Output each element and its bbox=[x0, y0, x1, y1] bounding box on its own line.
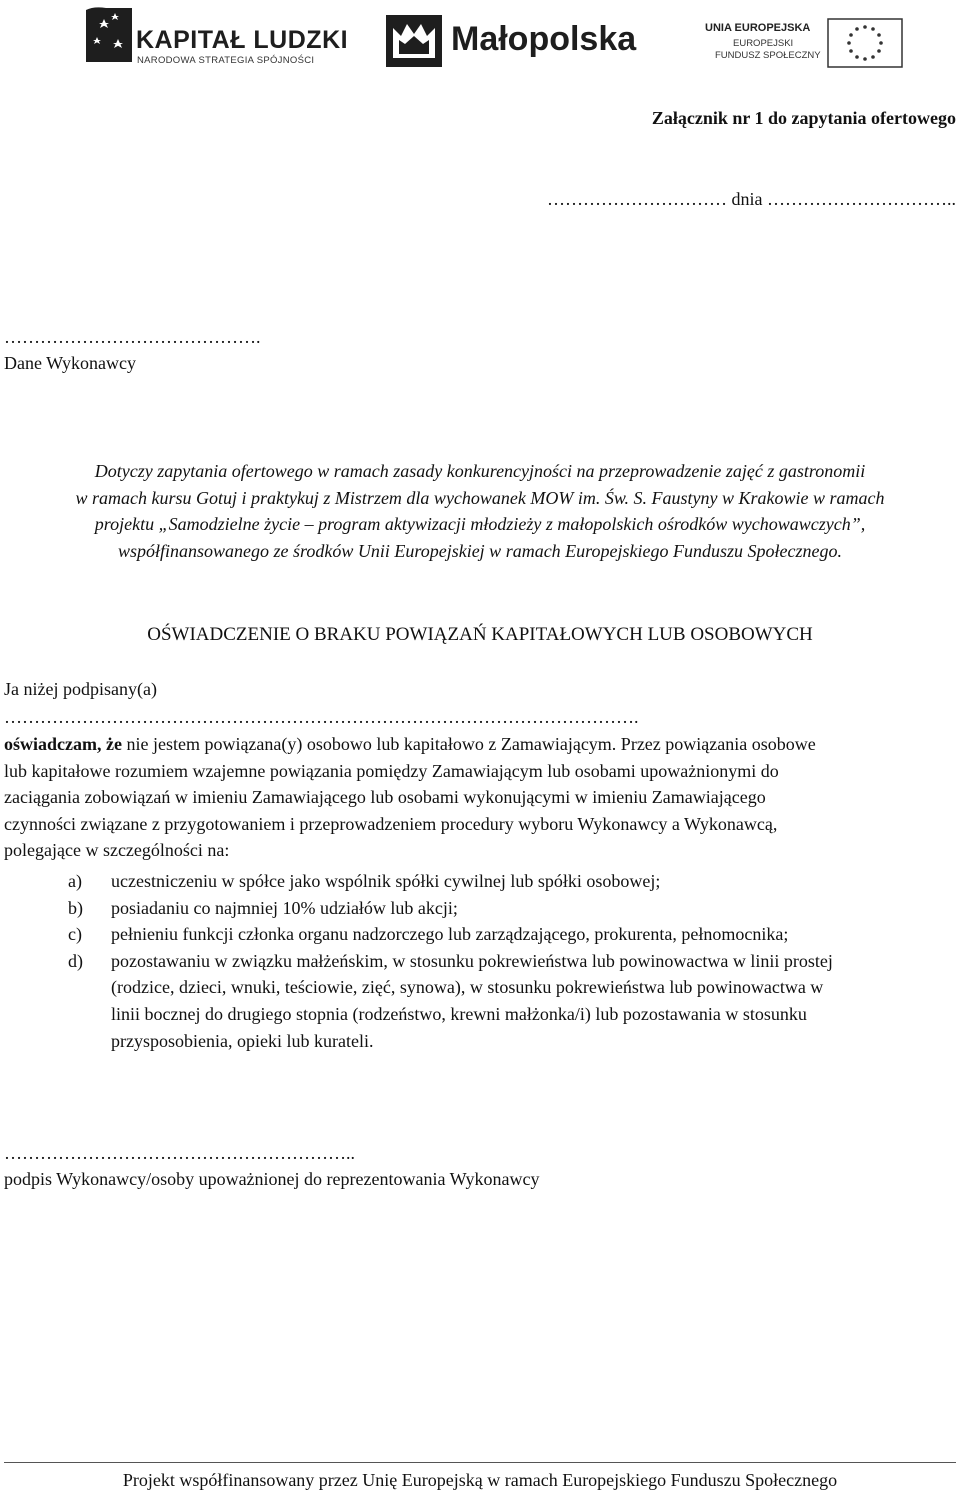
declaration-rest: nie jestem powiązana(y) osobowo lub kapitałowo z Zamawiającym. Przez powiązania osobowe bbox=[121, 734, 816, 754]
malopolska-logo bbox=[385, 14, 645, 68]
list-item: posiadaniu co najmniej 10% udziałów lub akcji; bbox=[111, 897, 458, 918]
subject-line: Dotyczy zapytania ofertowego w ramach zasady konkurencyjności na przeprowadzenie zajęć z gastronomii bbox=[94, 461, 866, 481]
list-item-line: przysposobienia, opieki lub kurateli. bbox=[111, 1030, 374, 1051]
date-line: ………………………… dnia ………………………….. bbox=[547, 189, 956, 209]
attachment-title: Załącznik nr 1 do zapytania ofertowego bbox=[651, 108, 956, 128]
body-line: lub kapitałowe rozumiem wzajemne powiązania pomiędzy Zamawiającym lub osobami upoważnionymi do bbox=[4, 760, 779, 781]
eu-line-3: FUNDUSZ SPOŁECZNY bbox=[715, 50, 821, 61]
body-line: czynności związane z przygotowaniem i przeprowadzeniem procedury wyboru Wykonawcy a Wykonawcą, bbox=[4, 813, 778, 834]
subject-paragraph bbox=[0, 458, 960, 564]
subject-line: projektu „Samodzielne życie – program aktywizacji młodzieży z małopolskich ośrodków wychowawczych”, bbox=[94, 514, 866, 535]
list-item-line: (rodzice, dzieci, wnuki, teściowie, zięć, synowa), w stosunku pokrewieństwa lub powinowactwa w bbox=[111, 977, 824, 998]
list-item-line: pozostawaniu w związku małżeńskim, w stosunku pokrewieństwa lub powinowactwa w linii prostej bbox=[111, 950, 833, 971]
eu-line-2: EUROPEJSKI bbox=[733, 38, 794, 49]
footer-divider bbox=[4, 1462, 956, 1463]
list-marker: d) bbox=[68, 950, 83, 971]
subject-line: w ramach kursu Gotuj i praktykuj z Mistrzem dla wychowanek MOW im. Św. S. Faustyny w Krakowie w ramach bbox=[75, 487, 885, 508]
malopolska-crown-icon bbox=[385, 14, 443, 68]
list-marker: a) bbox=[68, 871, 82, 891]
declaration-bold: oświadczam, że bbox=[4, 734, 122, 754]
contractor-label: Dane Wykonawcy bbox=[4, 353, 137, 373]
declaration-line bbox=[4, 731, 816, 758]
body-line: polegające w szczególności na: bbox=[4, 840, 230, 861]
contractor-dots: ……………………………………. bbox=[4, 327, 261, 347]
statement-title: OŚWIADCZENIE O BRAKU POWIĄZAŃ KAPITAŁOWYCH LUB OSOBOWYCH bbox=[147, 624, 813, 645]
statement-body bbox=[4, 731, 816, 864]
kapital-ludzki-subtitle: NARODOWA STRATEGIA SPÓJNOŚCI bbox=[137, 55, 315, 66]
undersigned-label: Ja niżej podpisany(a) bbox=[4, 679, 157, 699]
eu-line-1: UNIA EUROPEJSKA bbox=[705, 22, 811, 34]
eu-logo bbox=[705, 18, 905, 68]
kapital-ludzki-emblem-icon bbox=[84, 4, 134, 66]
subject-line: współfinansowanego ze środków Unii Europejskiej w ramach Europejskiego Funduszu Społecznego. bbox=[118, 540, 842, 561]
list-marker: c) bbox=[68, 924, 82, 945]
list-item: pełnieniu funkcji członka organu nadzorczego lub zarządzającego, prokurenta, pełnomocnika; bbox=[111, 924, 789, 945]
list-item-line: linii bocznej do drugiego stopnia (rodzeństwo, krewni małżonka/i) lub pozostawania w stosunku bbox=[111, 1003, 807, 1024]
body-line: zaciągania zobowiązań w imieniu Zamawiającego lub osobami wykonującymi w imieniu Zamawiającego bbox=[4, 787, 766, 808]
kapital-ludzki-name: KAPITAŁ LUDZKI bbox=[136, 26, 349, 54]
list-marker: b) bbox=[68, 897, 83, 918]
undersigned-dots: ……………………………………………………………………………………………. bbox=[4, 707, 639, 727]
kapital-ludzki-logo bbox=[84, 4, 349, 66]
footer-text: Projekt współfinansowany przez Unię Europejską w ramach Europejskiego Funduszu Społecznego bbox=[122, 1470, 838, 1490]
signature-dots: ………………………………………………….. bbox=[4, 1143, 355, 1163]
malopolska-name: Małopolska bbox=[451, 20, 637, 58]
eu-flag-icon bbox=[827, 18, 903, 68]
signature-label: podpis Wykonawcy/osoby upoważnionej do reprezentowania Wykonawcy bbox=[4, 1169, 540, 1189]
list-item bbox=[111, 948, 833, 1054]
list-item: uczestniczeniu w spółce jako wspólnik spółki cywilnej lub spółki osobowej; bbox=[111, 871, 661, 891]
